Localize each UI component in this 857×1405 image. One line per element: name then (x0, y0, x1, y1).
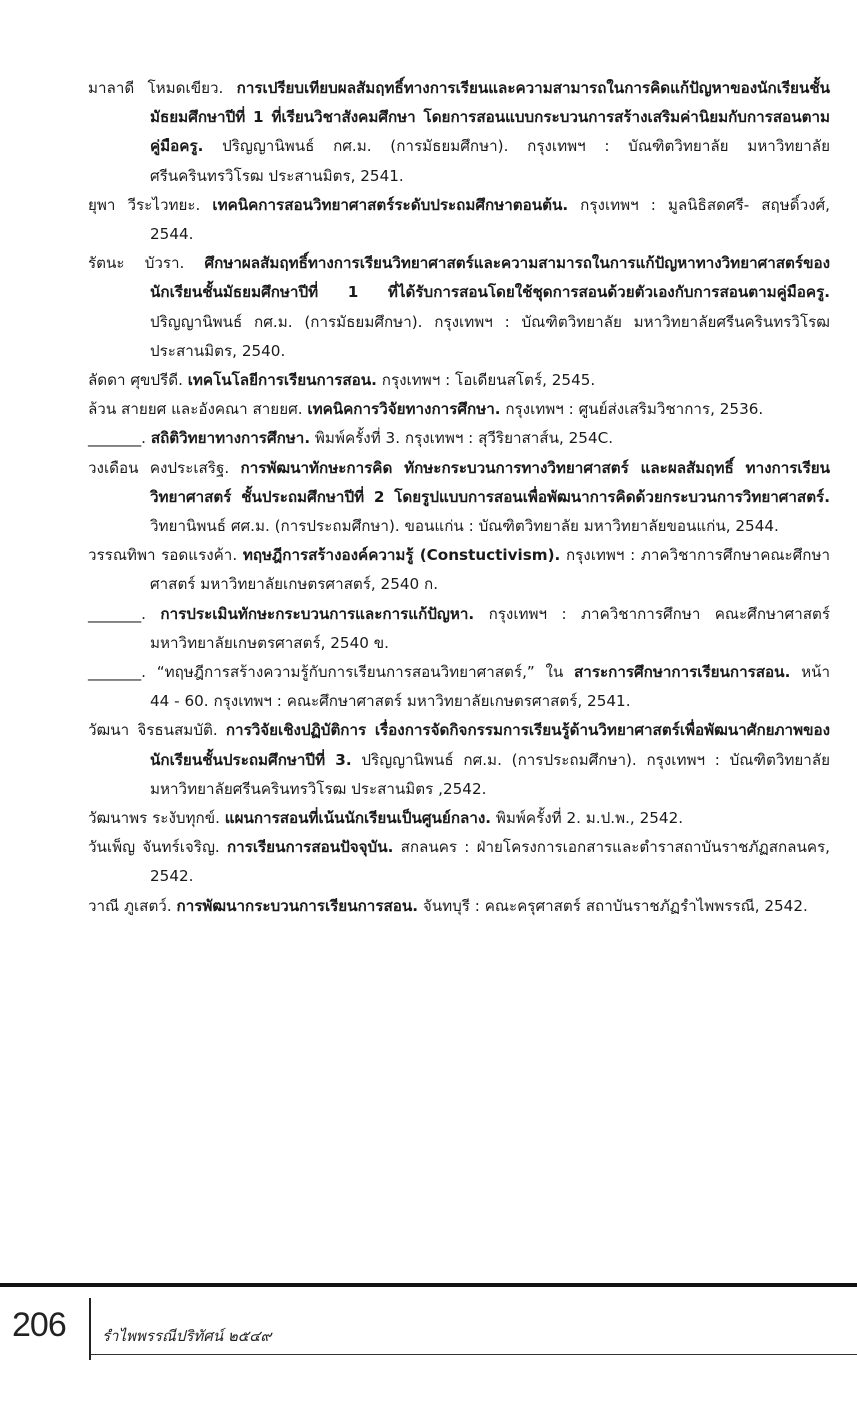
reference-author: วรรณทิพา รอดแรงค้า. (88, 546, 238, 565)
reference-publication: กรุงเทพฯ : โอเดียนสโตร์, 2545. (381, 371, 596, 390)
footer-baseline (91, 1354, 857, 1355)
reference-publication: พิมพ์ครั้งที่ 2. ม.ป.พ., 2542. (495, 809, 684, 828)
reference-title: สาระการศึกษาการเรียนการสอน. (574, 663, 791, 682)
reference-title: การประเมินทักษะกระบวนการและการแก้ปัญหา. (160, 604, 475, 623)
reference-author: ยุพา วีระไวทยะ. (88, 195, 201, 214)
reference-author: วัฒนา จิรธนสมบัติ. (88, 721, 218, 740)
reference-publication: กรุงเทพฯ : มูลนิธิสดศรี- สฤษดิ์วงศ์, 2544. (150, 195, 831, 244)
reference-chapter: “ทฤษฎีการสร้างความรู้กับการเรียนการสอนวิทยาศาสตร์,” ใน (156, 663, 564, 682)
reference-publication: หน้า 44 - 60. กรุงเทพฯ : คณะศึกษาศาสตร์ มหาวิทยาลัยเกษตรศาสตร์, 2541. (150, 663, 830, 711)
reference-entry (88, 191, 830, 249)
reference-author: วันเพ็ญ จันทร์เจริญ. (88, 838, 220, 857)
reference-author: วัฒนาพร ระงับทุกข์. (88, 809, 220, 828)
reference-publication: ปริญญานิพนธ์ กศ.ม. (การมัธยมศึกษา). กรุงเทพฯ : บัณฑิตวิทยาลัย มหาวิทยาลัยศรีนครินทรวิโรฒ ประสานมิตร, 2541. (150, 137, 830, 185)
reference-author: _______. (88, 663, 146, 682)
page-number: 206 (12, 1306, 66, 1344)
reference-title: การเปรียบเทียบผลสัมฤทธิ์ทางการเรียนและความสามารถในการคิดแก้ปัญหาของนักเรียนชั้นมัธยมศึกษาปีที่ 1 ที่เรียนวิชาสังคมศึกษา โดยการสอนแบบกระบวนการสร้างเสริมค่านิยมกับการสอนตามคู่มือครู. (150, 79, 831, 156)
reference-title: เทคนิคการวิจัยทางการศึกษา. (307, 400, 501, 419)
footer-divider (89, 1298, 91, 1360)
reference-title: สถิติวิทยาทางการศึกษา. (150, 429, 311, 448)
journal-title: รำไพพรรณีปริทัศน์ ๒๕๔๙ (102, 1327, 272, 1345)
reference-entry (88, 833, 830, 891)
reference-author: ลัดดา ศุขปรีดี. (88, 371, 183, 390)
reference-entry (88, 804, 830, 833)
reference-entry (88, 716, 830, 804)
reference-title: เทคนิคการสอนวิทยาศาสตร์ระดับประถมศึกษาตอนต้น. (212, 195, 569, 214)
reference-author: _______. (88, 429, 146, 448)
reference-publication: จันทบุรี : คณะครุศาสตร์ สถาบันราชภัฏรำไพพรรณี, 2542. (422, 896, 808, 915)
reference-author: ล้วน สายยศ และอังคณา สายยศ. (88, 400, 303, 419)
reference-entry (88, 395, 830, 424)
reference-author: วาณี ภูเสตว์. (88, 896, 172, 915)
reference-entry (88, 249, 830, 366)
reference-entry (88, 541, 830, 599)
reference-entry (88, 74, 830, 191)
reference-title: การพัฒนากระบวนการเรียนการสอน. (176, 896, 419, 915)
reference-entry (88, 424, 830, 453)
reference-title: แผนการสอนที่เน้นนักเรียนเป็นศูนย์กลาง. (224, 809, 492, 828)
reference-publication: ปริญญานิพนธ์ กศ.ม. (การมัธยมศึกษา). กรุงเทพฯ : บัณฑิตวิทยาลัย มหาวิทยาลัยศรีนครินทรวิโรฒ ประสานมิตร, 2540. (150, 312, 830, 360)
reference-entry (88, 600, 830, 658)
reference-author: _______. (88, 604, 146, 623)
reference-title: การวิจัยเชิงปฏิบัติการ เรื่องการจัดกิจกรรมการเรียนรู้ด้านวิทยาศาสตร์เพื่อพัฒนาศักยภาพของนักเรียนชั้นประถมศึกษาปีที่ 3. (150, 721, 831, 769)
reference-entry (88, 454, 830, 542)
reference-list (88, 74, 830, 921)
reference-title: ศึกษาผลสัมฤทธิ์ทางการเรียนวิทยาศาสตร์และความสามารถในการแก้ปัญหาทางวิทยาศาสตร์ของนักเรียนชั้นมัธยมศึกษาปีที่ 1 ที่ได้รับการสอนโดยใช้ชุดการสอนด้วยตัวเองกับการสอนตามคู่มือครู. (150, 254, 830, 302)
reference-publication: ปริญญานิพนธ์ กศ.ม. (การประถมศึกษา). กรุงเทพฯ : บัณฑิตวิทยาลัย มหาวิทยาลัยศรีนครินทรวิโรฒ ประสานมิตร ,2542. (150, 750, 830, 798)
reference-publication: สกลนคร : ฝ่ายโครงการเอกสารและตำราสถาบันราชภัฏสกลนคร, 2542. (150, 838, 830, 886)
reference-publication: พิมพ์ครั้งที่ 3. กรุงเทพฯ : สุวีริยาสาส์น, 254C. (314, 429, 614, 448)
footer-rule (0, 1283, 857, 1287)
reference-publication: กรุงเทพฯ : ศูนย์ส่งเสริมวิชาการ, 2536. (505, 400, 764, 419)
reference-author: รัตนะ บัวรา. (88, 254, 185, 273)
reference-publication: กรุงเทพฯ : ภาควิชาการศึกษาคณะศึกษาศาสตร์ มหาวิทยาลัยเกษตรศาสตร์, 2540 ก. (150, 546, 830, 594)
reference-publication: กรุงเทพฯ : ภาควิชาการศึกษา คณะศึกษาศาสตร์ มหาวิทยาลัยเกษตรศาสตร์, 2540 ข. (150, 604, 831, 652)
reference-entry (88, 658, 830, 716)
reference-entry (88, 892, 830, 921)
reference-title: เทคโนโลยีการเรียนการสอน. (187, 371, 377, 390)
reference-author: มาลาดี โหมดเขียว. (88, 79, 224, 97)
reference-title: ทฤษฎีการสร้างองค์ความรู้ (Constuctivism). (242, 546, 561, 565)
reference-author: วงเดือน คงประเสริฐ. (88, 458, 230, 477)
reference-title: การเรียนการสอนปัจจุบัน. (226, 838, 394, 857)
reference-publication: วิทยานิพนธ์ ศศ.ม. (การประถมศึกษา). ขอนแก่น : บัณฑิตวิทยาลัย มหาวิทยาลัยขอนแก่น, 2544. (150, 517, 779, 536)
reference-title: การพัฒนาทักษะการคิด ทักษะกระบวนการทางวิทยาศาสตร์ และผลสัมฤทธิ์ ทางการเรียนวิทยาศาสตร์ ชั้นประถมศึกษาปีที่ 2 โดยรูปแบบการสอนเพื่อพัฒนาการคิดด้วยกระบวนการวิทยาศาสตร์. (150, 458, 831, 506)
reference-entry (88, 366, 830, 395)
